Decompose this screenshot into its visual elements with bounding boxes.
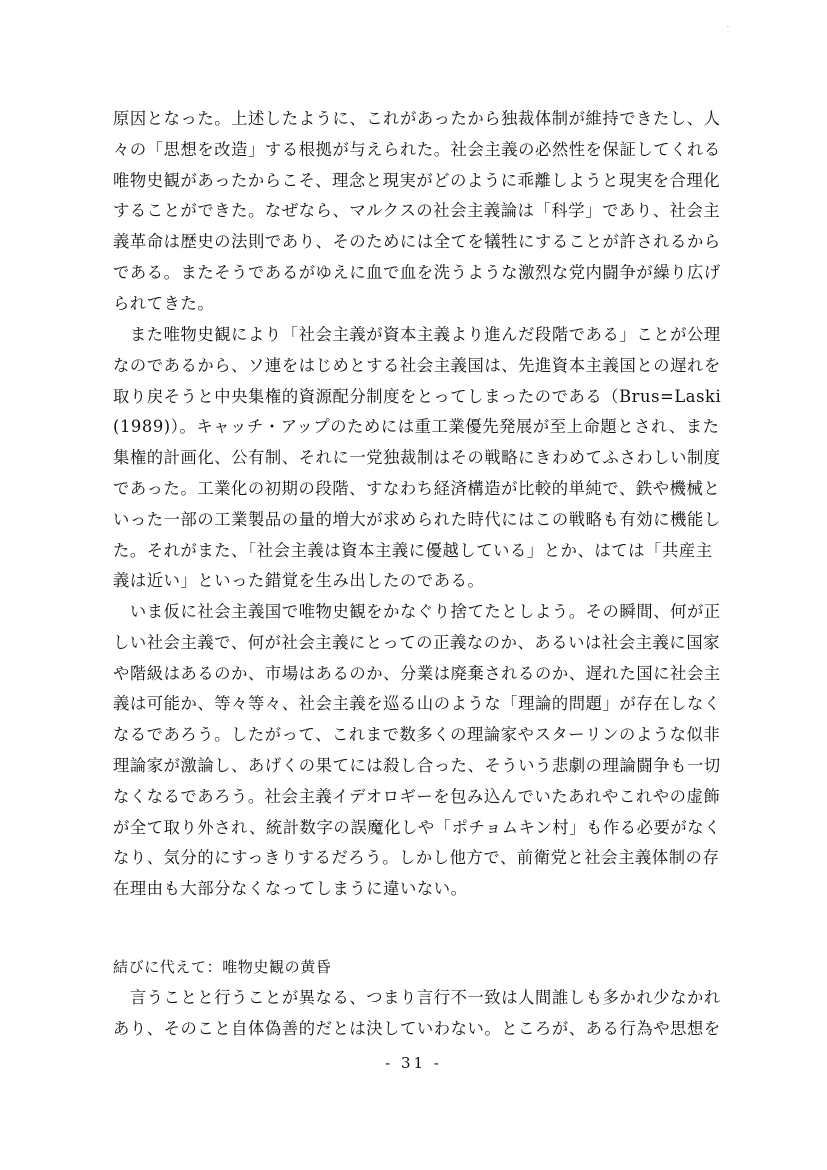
text-line: 原因となった。上述したように、これがあったから独裁体制が維持できたし、人 — [113, 109, 721, 128]
text-line: 在理由も大部分なくなってしまうに違いない。 — [113, 879, 468, 899]
text-line: 義革命は歴史の法則であり、そのためには全てを犠牲にすることが許されるから — [113, 232, 721, 252]
scan-mark: . — [727, 22, 729, 29]
body-paragraph-3 — [113, 597, 757, 905]
text-line: が全て取り外され、統計数字の誤魔化しや「ポチョムキン村」も作る必要がなく — [113, 817, 722, 837]
text-line: なり、気分的にすっきりするだろう。しかし他方で、前衛党と社会主義体制の存 — [113, 848, 720, 868]
text-line: られてきた。 — [113, 293, 215, 313]
text-line: 取り戻そうと中央集権的資源配分制度をとってしまったのである（Brus=Laski — [113, 386, 722, 406]
text-line: しい社会主義で、何が社会主義にとっての正義なのか、あるいは社会主義に国家 — [113, 632, 721, 652]
text-line: た。それがまた、「社会主義は資本主義に優越している」とか、はては「共産主 — [113, 540, 713, 560]
text-line: することができた。なぜなら、マルクスの社会主義論は「科学」であり、社会主 — [113, 201, 721, 221]
section-heading: 結びに代えて：唯物史観の黄昏 — [113, 958, 332, 976]
text-line: や階級はあるのか、市場はあるのか、分業は廃棄されるのか、遅れた国に社会主 — [113, 663, 721, 683]
text-line: 集権的計画化、公有制、それに一党独裁制はその戦略にきわめてふさわしい制度 — [113, 448, 721, 468]
text-line: であった。工業化の初期の段階、すなわち経済構造が比較的単純で、鉄や機械と — [113, 478, 721, 498]
text-line: また唯物史観により「社会主義が資本主義より進んだ段階である」ことが公理 — [113, 325, 721, 344]
body-paragraph-4 — [113, 983, 757, 1045]
text-line: なのであるから、ソ連をはじめとする社会主義国は、先進資本主義国との遅れを — [113, 355, 721, 375]
text-line: 義は近い」といった錯覚を生み出したのである。 — [113, 571, 485, 591]
body-paragraph-1 — [113, 104, 757, 320]
text-line: あり、そのこと自体偽善的だとは決していわない。ところが、ある行為や思想を — [113, 1018, 721, 1038]
text-line: 義は可能か、等々等々、社会主義を巡る山のような「理論的問題」が存在しなく — [113, 694, 721, 714]
text-line: (1989)）。キャッチ・アップのためには重工業優先発展が至上命題とされ、また — [113, 417, 720, 437]
text-line: いった一部の工業製品の量的増大が求められた時代にはこの戦略も有効に機能し — [113, 509, 721, 529]
text-line: いま仮に社会主義国で唯物史観をかなぐり捨てたとしよう。その瞬間、何が正 — [113, 602, 721, 621]
page-number: - 31 - — [385, 1054, 442, 1072]
text-line: 唯物史観があったからこそ、理念と現実がどのように乖離しようと現実を合理化 — [113, 170, 721, 190]
text-line: である。またそうであるがゆえに血で血を洗うような激烈な党内闘争が繰り広げ — [113, 262, 721, 282]
text-line: 理論家が激論し、あげくの果てには殺し合った、そういう悲劇の理論闘争も一切 — [113, 755, 721, 775]
text-line: 言うことと行うことが異なる、つまり言行不一致は人間誰しも多かれ少なかれ — [113, 988, 721, 1007]
body-paragraph-2 — [113, 320, 757, 597]
text-line: なるであろう。したがって、これまで数多くの理論家やスターリンのような似非 — [113, 725, 721, 745]
text-line: 々の「思想を改造」する根拠が与えられた。社会主義の必然性を保証してくれる — [113, 139, 721, 159]
text-line: なくなるであろう。社会主義イデオロギーを包み込んでいたあれやこれやの虚飾 — [113, 786, 721, 806]
